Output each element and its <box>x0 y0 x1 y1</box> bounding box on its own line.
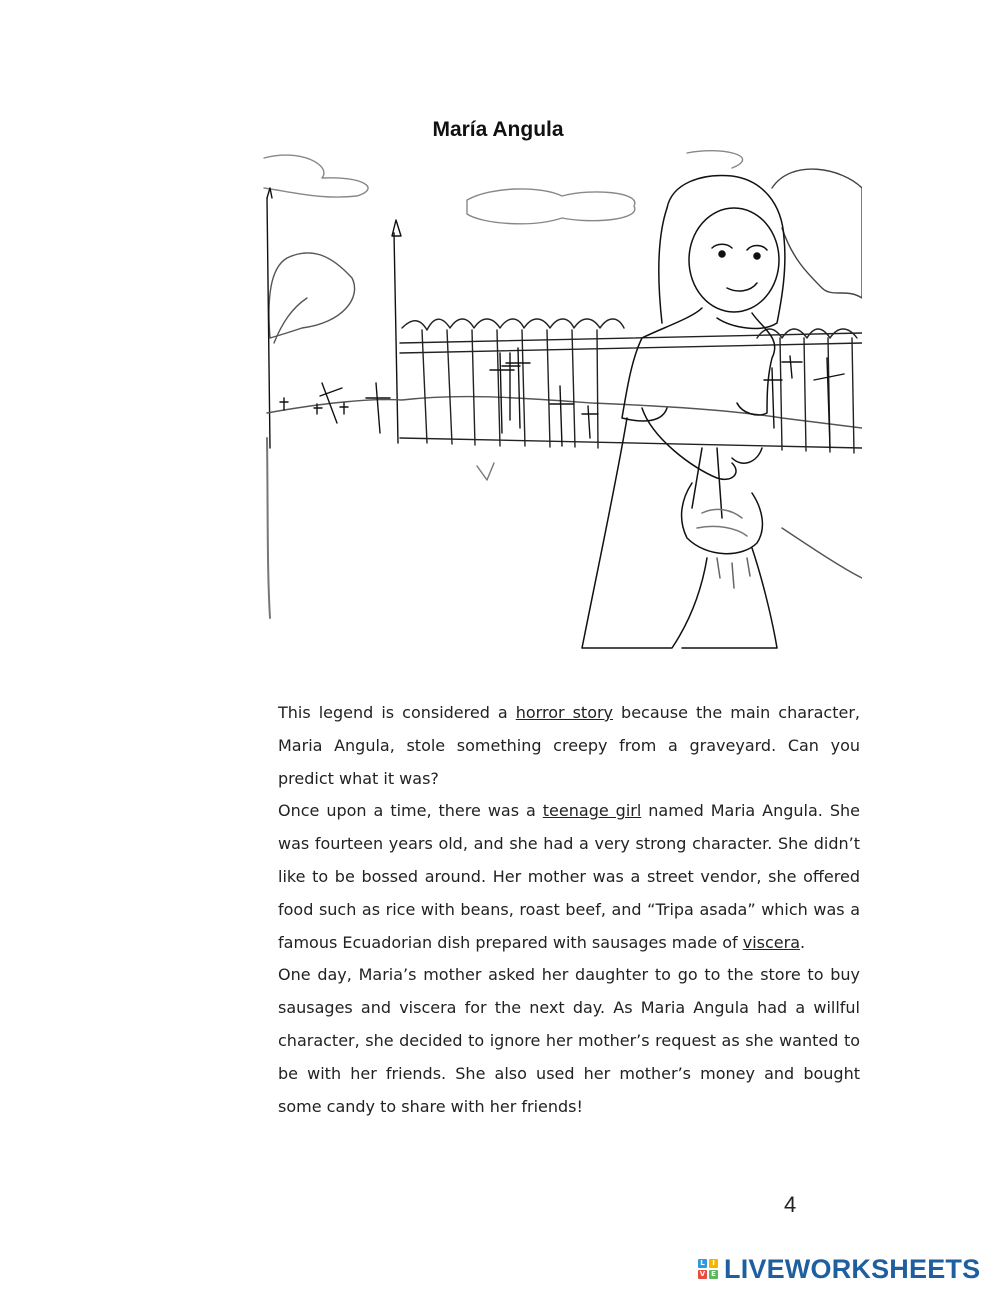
title-text: María Angula <box>432 118 564 141</box>
liveworksheets-logo-icon: L I V E <box>698 1259 718 1279</box>
vocab-teenage-girl: teenage girl <box>542 801 642 821</box>
girl-in-graveyard-illustration <box>262 148 862 660</box>
brand-name: LIVEWORKSHEETS <box>724 1253 981 1284</box>
story-text <box>278 697 860 1123</box>
paragraph-once-upon: Once upon a time, there was a teenage girl named Maria Angula. She was fourteen years old, and she had a very strong character. She didn’t like to be bossed around. Her mother was a street vendor, she offered food such as rice with beans, roast beef, and “Tripa asada” which was a famous Ecuadorian dish prepared with sausages made of viscera. <box>278 801 860 952</box>
vocab-viscera: viscera <box>742 932 801 952</box>
liveworksheets-brand <box>698 1253 980 1285</box>
page-number: 4 <box>784 1192 797 1217</box>
paragraph-intro: This legend is considered a horror story because the main character, Maria Angula, stole something creepy from a graveyard. Can you predict what it was? <box>278 703 860 788</box>
paragraph-one-day: One day, Maria’s mother asked her daughter to go to the store to buy sausages and viscera for the next day. As Maria Angula had a willful character, she decided to ignore her mother’s request as she wanted to be with her friends. She also used her mother’s money and bought some candy to share with her friends! <box>278 965 860 1116</box>
vocab-horror-story: horror story <box>515 703 614 722</box>
page-title <box>0 118 1000 142</box>
